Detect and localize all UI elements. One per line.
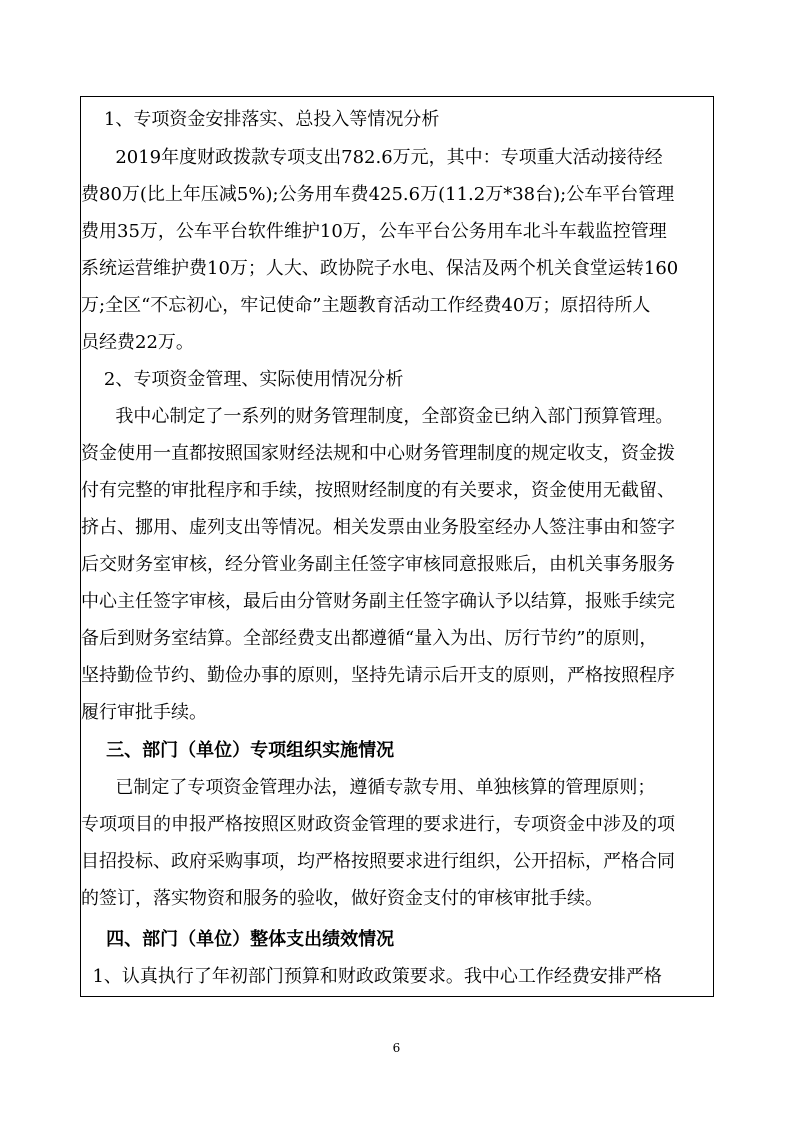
heading-2: 2、专项资金管理、实际使用情况分析	[81, 369, 404, 390]
paragraph-line: 后交财务室审核，经分管业务副主任签字审核同意报账后，由机关事务服务	[81, 554, 675, 575]
page-number: 6	[392, 1041, 401, 1055]
paragraph-line: 系统运营维护费10万；人大、政协院子水电、保洁及两个机关食堂运转160	[81, 258, 679, 279]
paragraph-line: 费80万(比上年压减5%);公务用车费425.6万(11.2万*38台);公车平台管理	[81, 184, 675, 205]
paragraph-line: 费用35万，公车平台软件维护10万，公车平台公务用车北斗车载监控管理	[81, 221, 667, 242]
paragraph-line: 中心主任签字审核，最后由分管财务副主任签字确认予以结算，报账手续完	[81, 591, 675, 612]
section-heading-4: 四、部门（单位）整体支出绩效情况	[81, 929, 395, 950]
paragraph-line: 已制定了专项资金管理办法，遵循专款专用、单独核算的管理原则；	[81, 777, 656, 798]
paragraph-line: 资金使用一直都按照国家财经法规和中心财务管理制度的规定收支，资金拨	[81, 443, 675, 464]
paragraph-line: 万;全区“不忘初心，牢记使命”主题教育活动工作经费40万；原招待所人	[81, 295, 651, 316]
paragraph-line: 员经费22万。	[81, 332, 194, 353]
paragraph-line: 挤占、挪用、虚列支出等情况。相关发票由业务股室经办人签注事由和签字	[81, 517, 675, 538]
paragraph-line: 目招投标、政府采购事项，均严格按照要求进行组织，公开招标，严格合同	[81, 851, 675, 872]
paragraph-line: 坚持勤俭节约、勤俭办事的原则，坚持先请示后开支的原则，严格按照程序	[81, 665, 675, 686]
paragraph-line: 备后到财务室结算。全部经费支出都遵循“量入为出、厉行节约”的原则，	[81, 628, 658, 649]
paragraph-line: 专项项目的申报严格按照区财政资金管理的要求进行，专项资金中涉及的项	[81, 814, 675, 835]
paragraph-line: 2019年度财政拨款专项支出782.6万元，其中：专项重大活动接待经	[81, 147, 663, 168]
paragraph-line: 1、认真执行了年初部门预算和财政政策要求。我中心工作经费安排严格	[81, 966, 662, 987]
paragraph-line: 付有完整的审批程序和手续，按照财经制度的有关要求，资金使用无截留、	[81, 480, 675, 501]
section-heading-3: 三、部门（单位）专项组织实施情况	[81, 740, 395, 761]
heading-1: 1、专项资金安排落实、总投入等情况分析	[81, 109, 440, 130]
paragraph-line: 的签订，落实物资和服务的验收，做好资金支付的审核审批手续。	[81, 888, 603, 909]
paragraph-line: 我中心制定了一系列的财务管理制度，全部资金已纳入部门预算管理。	[81, 406, 674, 427]
paragraph-line: 履行审批手续。	[81, 702, 207, 723]
